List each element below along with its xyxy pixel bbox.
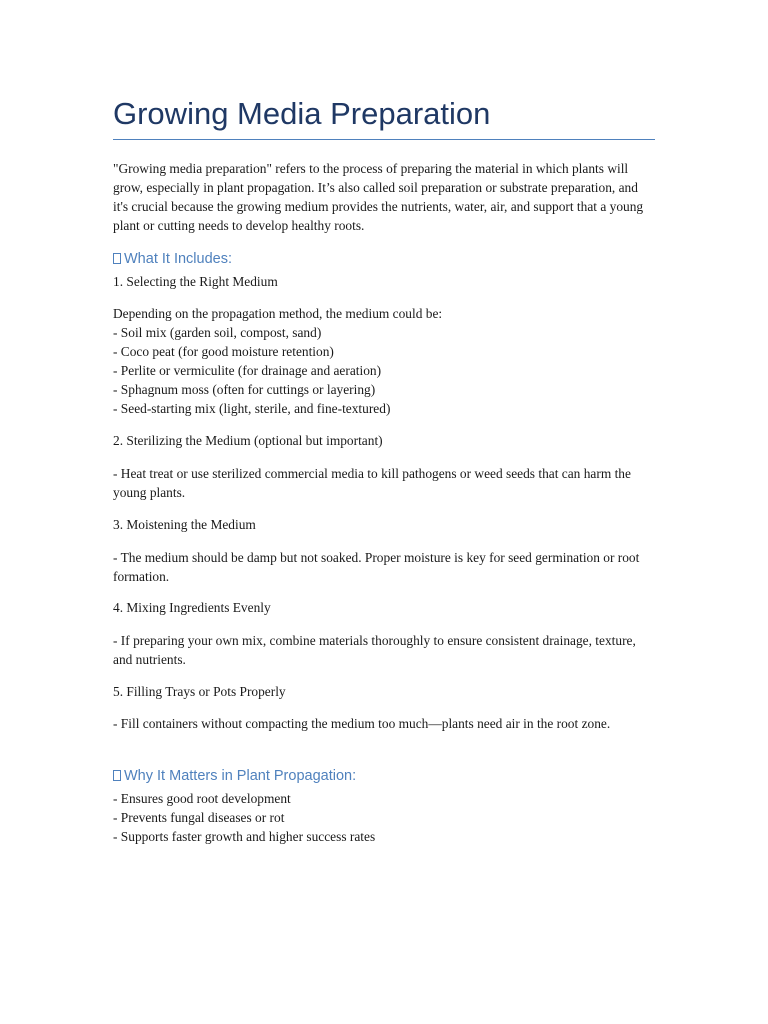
unrendered-emoji-box-icon	[113, 770, 121, 781]
list-item: - Prevents fungal diseases or rot	[113, 810, 285, 825]
intro-paragraph: "Growing media preparation" refers to the process of preparing the material in which plants will grow, especially in plant propagation. It’s also called soil preparation or substrate preparation, and it's crucial because the growing medium provides the nutrients, water, air, and support that a young plant or cutting needs to develop healthy roots.	[113, 161, 644, 233]
list-item: - Perlite or vermiculite (for drainage and aeration)	[113, 363, 382, 378]
benefits-list	[113, 789, 655, 846]
step-1-title: 1. Selecting the Right Medium	[113, 274, 278, 289]
list-item: - Seed-starting mix (light, sterile, and fine-textured)	[113, 401, 391, 416]
step-1-lead: Depending on the propagation method, the medium could be:	[113, 306, 443, 321]
list-item: - Soil mix (garden soil, compost, sand)	[113, 325, 322, 340]
section-heading-what-it-includes	[113, 249, 232, 269]
list-item: - Coco peat (for good moisture retention)	[113, 344, 334, 359]
section-heading-label: What It Includes:	[124, 251, 232, 267]
step-4-title: 4. Mixing Ingredients Evenly	[113, 600, 271, 615]
title-underline-rule	[113, 139, 655, 140]
list-item: - Ensures good root development	[113, 791, 291, 806]
document-title: Growing Media Preparation	[113, 96, 491, 131]
unrendered-emoji-box-icon	[113, 253, 121, 264]
section-heading-why-it-matters	[113, 766, 356, 786]
step-3-title: 3. Moistening the Medium	[113, 517, 256, 532]
list-item: - Sphagnum moss (often for cuttings or layering)	[113, 382, 376, 397]
section-heading-label: Why It Matters in Plant Propagation:	[124, 768, 357, 784]
medium-options-list	[113, 323, 655, 418]
list-item: - Supports faster growth and higher success rates	[113, 829, 376, 844]
step-2-text: - Heat treat or use sterilized commercial media to kill pathogens or weed seeds that can harm the young plants.	[113, 466, 631, 500]
step-5-title: 5. Filling Trays or Pots Properly	[113, 684, 286, 699]
step-4-text: - If preparing your own mix, combine materials thoroughly to ensure consistent drainage, texture, and nutrients.	[113, 633, 636, 667]
step-2-title: 2. Sterilizing the Medium (optional but important)	[113, 433, 383, 448]
step-5-text: - Fill containers without compacting the medium too much—plants need air in the root zone.	[113, 716, 611, 731]
step-3-text: - The medium should be damp but not soaked. Proper moisture is key for seed germination or root formation.	[113, 550, 640, 584]
